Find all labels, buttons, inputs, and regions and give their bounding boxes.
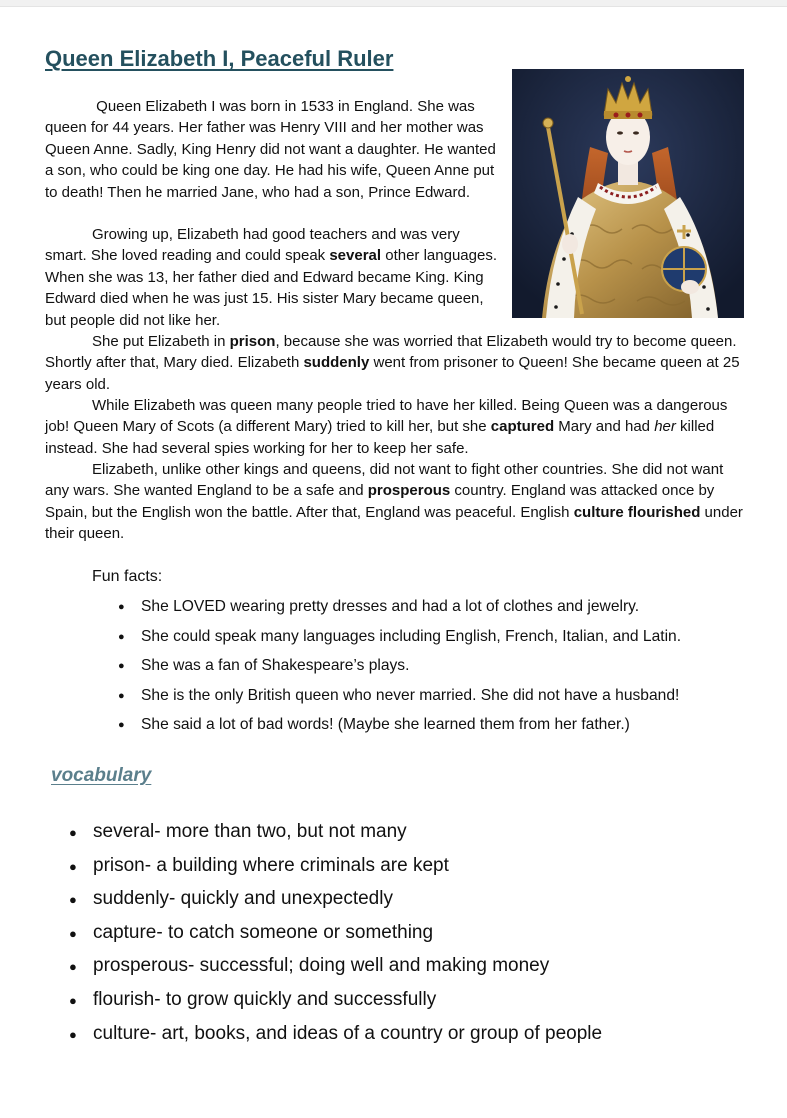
paragraph-peace [45,459,745,545]
portrait-image [512,69,744,318]
vocabulary-term: suddenly [303,354,370,372]
text-run: Growing up, Elizabeth had good teachers and was very smart. She loved reading and could speak [45,226,460,265]
vocabulary-term: prosperous [367,482,451,500]
vocabulary-term: culture flourished [573,503,701,521]
vocabulary-item: ● culture- art, books, and ideas of a country or group of people [69,1022,602,1056]
vocabulary-term: captured [490,418,555,436]
text-run: Elizabeth, unlike other kings and queens, did not want to fight other countries. She did not want any wars. She wanted England to be a safe and [45,461,724,500]
vocabulary-item: ● several- more than two, but not many [69,820,602,854]
fun-facts-list [118,597,681,745]
vocabulary-item: ● prosperous- successful; doing well and making money [69,954,602,988]
text-run: Mary and had [554,418,655,436]
vocabulary-term: prison [229,333,276,350]
vocabulary-term: several [329,247,382,265]
vocabulary-item: ● capture- to catch someone or something [69,921,602,955]
fun-fact-item: ● She was a fan of Shakespeare’s plays. [118,656,681,686]
fun-facts-heading: Fun facts: [92,568,163,585]
text-run: country. England was attacked once by Spain, but the English won the battle. After that, England was peaceful. English [45,482,715,521]
fun-fact-item: ● She LOVED wearing pretty dresses and had a lot of clothes and jewelry. [118,597,681,627]
text-run: While Elizabeth was queen many people tried to have her killed. Being Queen was a dangerous job! Queen Mary of Scots (a different Mary) tried to kill her, but she [45,397,728,436]
vocabulary-item: ● suddenly- quickly and unexpectedly [69,887,602,921]
emphasis-text: her [654,418,676,436]
paragraph-birth [45,96,505,203]
text-run: under their queen. [45,503,743,543]
document-title: Queen Elizabeth I, Peaceful Ruler [45,46,394,71]
text-run: killed instead. She had several spies working for her to keep her safe. [45,418,715,457]
paragraph-prison [45,331,745,395]
paragraph-dangers [45,395,745,459]
text-run: She put Elizabeth in [92,333,230,350]
fun-fact-item: ● She could speak many languages including English, French, Italian, and Latin. [118,627,681,657]
text-run: Queen Elizabeth I was born in 1533 in England. She was queen for 44 years. Her father was Henry VIII and her mother was Queen Anne. Sadly, King Henry did not want a daughter. He wanted a son, who could be king one day. He had his wife, Queen Anne put to death! Then he married Jane, who had a son, Prince Edward. [45,98,496,201]
text-run: other languages. When she was 13, her father died and Edward became King. King Edward died when he was just 15. His sister Mary became queen, but people did not like her. [45,247,497,329]
page-top-edge [0,0,787,7]
vocabulary-list [69,820,602,1055]
text-run: , because she was worried that Elizabeth would try to become queen. Shortly after that, Mary died. Elizabeth [45,333,737,372]
vocabulary-item: ● flourish- to grow quickly and successfully [69,988,602,1022]
fun-fact-item: ● She is the only British queen who never married. She did not have a husband! [118,686,681,716]
paragraph-growing-up [45,224,505,331]
portrait-illustration [512,69,744,318]
vocabulary-item: ● prison- a building where criminals are kept [69,854,602,888]
vocabulary-heading: vocabulary [51,765,152,786]
text-run: went from prisoner to Queen! She became queen at 25 years old. [45,354,740,393]
fun-fact-item: ● She said a lot of bad words! (Maybe she learned them from her father.) [118,715,681,745]
